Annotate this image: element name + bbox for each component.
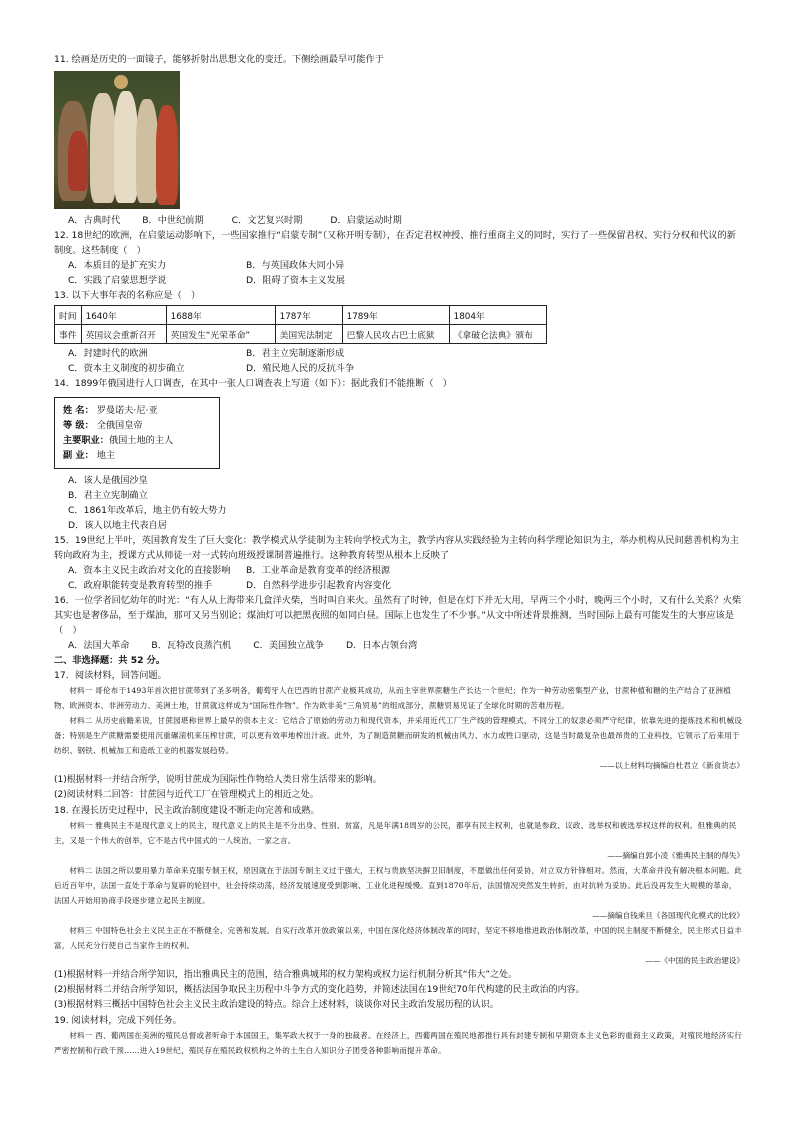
q16-option-c[interactable]: C．美国独立战争 <box>253 640 324 651</box>
q16-option-b[interactable]: B．瓦特改良蒸汽机 <box>151 640 232 651</box>
table-cell-year: 1787年 <box>275 306 342 325</box>
q12-options-row2 <box>54 273 744 288</box>
q14-option-c[interactable]: C．1861年改革后，地主仍有较大势力 <box>68 505 227 516</box>
q12-option-c[interactable]: C．实践了启蒙思想学说 <box>68 275 167 286</box>
q14-option-d[interactable]: D．该人以地主代表自居 <box>68 520 167 531</box>
q19-material-1: 材料一 西、葡两国在美洲的殖民总督或者听命于本国国王，集军政大权于一身的独裁者。在经济上，西葡两国在殖民地都推行具有封建专制和早期资本主义色彩的重商主义政策，对殖民地经济实行严密控制和行政干预……进入19世纪，殖民存在殖民政权机构之外的土生白人知识分子团受各种影响而提升革命。 <box>54 1031 743 1055</box>
q17-sub-1: (1)根据材料一并结合所学，说明甘蔗成为国际性作物给人类日常生活带来的影响。 <box>54 775 382 785</box>
q16-stem: 16．一位学者回忆幼年的时光：“有人从上海带来几盒洋火柴，当时叫自来火。虽然有了时钟，但是在灯下并无大用，早两三个小时，晚两三个小时，又有什么关系？火柴其实也是奢侈品，至于煤油，那可又另当别论；煤油灯可以把黑夜照的如同白昼。国际上也发生了不少事。”从文中所述背景推测，当时国际上最有可能发生的大事应该是（ ） <box>54 595 742 636</box>
q11-options <box>54 213 744 228</box>
q17-source: ——以上材料均摘编自杜君立《新食货志》 <box>599 761 744 770</box>
census-row <box>63 403 211 418</box>
q15-options-row1 <box>54 563 744 578</box>
table-cell-year: 1804年 <box>449 306 546 325</box>
census-value: 罗曼诺夫·尼·亚 <box>96 405 158 416</box>
q12-option-b[interactable]: B．与英国政体大同小异 <box>246 260 345 271</box>
q18-source-3: ——《中国的民主政治建设》 <box>645 956 744 965</box>
q13-options-row2 <box>54 361 744 376</box>
q12-option-a[interactable]: A．本质目的是扩充实力 <box>68 260 167 271</box>
table-cell-year: 1688年 <box>166 306 275 325</box>
q11-option-a[interactable]: A．古典时代 <box>68 215 121 226</box>
table-cell-year: 1640年 <box>81 306 166 325</box>
q11-option-d[interactable]: D．启蒙运动时期 <box>330 215 402 226</box>
q15-stem: 15．19世纪上半叶，英国教育发生了巨大变化：教学模式从学徒制为主转向学校式为主，教学内容从实践经验为主转向科学理论知识为主，举办机构从民间慈善机构为主转向政府为主，授课方式从师徒一对一式转向班级授课制普遍推行。这种教育转型从根本上反映了 <box>54 535 739 561</box>
exam-page <box>54 52 744 1058</box>
census-value: 地主 <box>96 450 116 461</box>
census-value: 俄国土地的主人 <box>108 435 174 446</box>
q18-source-1: ——摘编自郭小凌《雅典民主制的得失》 <box>607 851 744 860</box>
q11-stem: 11. 绘画是历史的一面镜子，能够折射出思想文化的变迁。下侧绘画最早可能作于 <box>54 54 384 65</box>
q18-sub-1: (1)根据材料一并结合所学知识，指出雅典民主的范围，结合雅典城邦的权力架构或权力运行机制分析其“伟大”之处。 <box>54 970 518 980</box>
q11-option-b[interactable]: B．中世纪前期 <box>142 215 204 226</box>
census-row <box>63 433 211 448</box>
q19-stem: 19. 阅读材料，完成下列任务。 <box>54 1015 182 1026</box>
chronology-table <box>54 305 547 344</box>
q13-stem: 13. 以下大事年表的名称应是（ ） <box>54 290 201 301</box>
q11-option-c[interactable]: C．文艺复兴时期 <box>231 215 303 226</box>
q14-option-a[interactable]: A．该人是俄国沙皇 <box>68 475 148 486</box>
census-row <box>63 448 211 463</box>
q18-material-1: 材料一 雅典民主不是现代意义上的民主，现代意义上的民主是不分出身、性别、贫富，凡是年满18周岁的公民，都享有民主权利，也就是参政、议政、选举权和被选举权这样的权利。但雅典的民主，又是一个伟大的创举，它不是古代中国式的一人统治，一家之言。 <box>54 821 737 845</box>
census-label: 主要职业： <box>63 435 109 446</box>
table-cell-event: 英国议会重新召开 <box>81 325 166 344</box>
q16-options <box>54 638 744 653</box>
table-row-head-event: 事件 <box>55 325 82 344</box>
q18-sub-3: (3)根据材料三概括中国特色社会主义民主政治建设的特点。综合上述材料，谈谈你对民主政治发展历程的认识。 <box>54 1000 499 1010</box>
section-heading: 二、非选择题：共 52 分。 <box>54 655 166 666</box>
q16-option-d[interactable]: D．日本占领台湾 <box>345 640 418 651</box>
q17-sub-2: (2)阅读材料二回答：甘蔗园与近代工厂在管理模式上的相近之处。 <box>54 790 319 800</box>
q13-option-d[interactable]: D．殖民地人民的反抗斗争 <box>246 363 355 374</box>
q14-option-b[interactable]: B．君主立宪制确立 <box>68 490 148 501</box>
q14-stem: 14．1899年俄国进行人口调查，在其中一张人口调查表上写道（如下）：据此我们不能推断（ ） <box>54 378 452 389</box>
census-label: 副 业： <box>63 450 94 461</box>
table-row-head-time: 时间 <box>55 306 82 325</box>
table-cell-year: 1789年 <box>342 306 449 325</box>
q16-option-a[interactable]: A．法国大革命 <box>68 640 130 651</box>
q15-options-row2 <box>54 578 744 593</box>
q13-option-a[interactable]: A．封建时代的欧洲 <box>68 348 148 359</box>
q18-material-3: 材料三 中国特色社会主义民主正在不断健全、完善和发展。自实行改革开放政策以来，中国在深化经济体制改革的同时，坚定不移地推进政治体制改革，中国的民主制度不断健全，民主形式日益丰富，人民充分行使自己当家作主的权利。 <box>54 926 743 950</box>
table-row <box>55 325 547 344</box>
q15-option-c[interactable]: C．政府职能转变是教育转型的推手 <box>68 580 213 591</box>
q12-stem: 12. 18世纪的欧洲，在启蒙运动影响下，一些国家推行“启蒙专制”（又称开明专制），在否定君权神授、推行重商主义的同时，实行了一些保留君权、实行分权和代议的新制度。这些制度（ ） <box>54 230 736 256</box>
census-label: 等 级： <box>63 420 94 431</box>
q12-option-d[interactable]: D．阻碍了资本主义发展 <box>246 275 345 286</box>
q15-option-b[interactable]: B．工业革命是教育变革的经济根源 <box>246 565 391 576</box>
q15-option-a[interactable]: A．资本主义民主政治对文化的直接影响 <box>68 565 231 576</box>
q13-options-row1 <box>54 346 744 361</box>
census-label: 姓 名： <box>63 405 94 416</box>
table-cell-event: 美国宪法制定 <box>275 325 342 344</box>
q18-material-2: 材料二 法国之所以要用暴力革命来克服专制王权，原因就在于法国专制主义过于强大，王权与贵族坚决摒卫旧制度，不愿做出任何妥协，对立双方针锋相对。然而，大革命并没有解决根本问题。此后近百年中，法国一直处于革命与复辟的轮回中，社会持续动荡，经济发展速度受到影响、工业化进程缓慢。直到1870年后，法国情况突然发生转折，由对抗转为妥协。此后没再发生大规模的革命，法国人开始用协商手段逐步建立起民主制度。 <box>54 866 743 905</box>
census-value: 全俄国皇帝 <box>96 420 143 431</box>
q18-sub-2: (2)根据材料二并结合所学知识，概括法国争取民主历程中斗争方式的变化趋势，并简述法国在19世纪70年代构建的民主政治的内容。 <box>54 985 585 995</box>
q12-options-row1 <box>54 258 744 273</box>
q15-option-d[interactable]: D．自然科学进步引起教育内容变化 <box>246 580 391 591</box>
census-row <box>63 418 211 433</box>
q13-option-b[interactable]: B．君主立宪制逐渐形成 <box>246 348 345 359</box>
q13-option-c[interactable]: C．资本主义制度的初步确立 <box>68 363 185 374</box>
q18-stem: 18. 在漫长历史过程中，民主政治制度建设不断走向完善和成熟。 <box>54 805 320 816</box>
primavera-painting-image <box>54 71 180 209</box>
table-cell-event: 《拿破仑法典》颁布 <box>449 325 546 344</box>
q17-stem: 17．阅读材料，回答问题。 <box>54 670 167 681</box>
table-cell-event: 英国发生“光荣革命” <box>166 325 275 344</box>
q18-source-2: ——摘编自钱乘旦《各国现代化模式的比较》 <box>592 911 744 920</box>
table-cell-event: 巴黎人民攻占巴士底狱 <box>342 325 449 344</box>
q17-material-1: 材料一 哥伦布于1493年首次把甘蔗带到了圣多明各，葡萄牙人在巴西的甘蔗产业极其成功，从而主宰世界蔗糖生产长达一个世纪；作为一种劳动密集型产业，甘蔗种植和糖的生产结合了亚洲植物、欧洲资本、非洲劳动力、美洲土地，甘蔗就这样成为“国际性作物”。作为欧非美“三角贸易”的组成部分，蔗糖贸易见证了全球化时期的苦难历程。 <box>54 686 732 710</box>
census-form <box>54 397 220 469</box>
q17-material-2: 材料二 从历史前瞻来说，甘蔗园堪称世界上最早的资本主义：它结合了原始的劳动力和现代资本，并采用近代工厂生产线的管理模式，不同分工的奴隶必须严守纪律，依靠先进的提炼技术和机械设备；特别是生产蔗糖需要使用沉重碾滚机来压榨甘蔗，可以更有效率地榨出汁液。此外，为了制造蔗糖而研发的机械由风力、水力或牲口驱动，这是当时最复杂也最昂贵的工业科技，它领示了后来用于纺织、钢铁、机械加工和造纸工业的机器发展趋势。 <box>54 716 743 755</box>
table-row <box>55 306 547 325</box>
